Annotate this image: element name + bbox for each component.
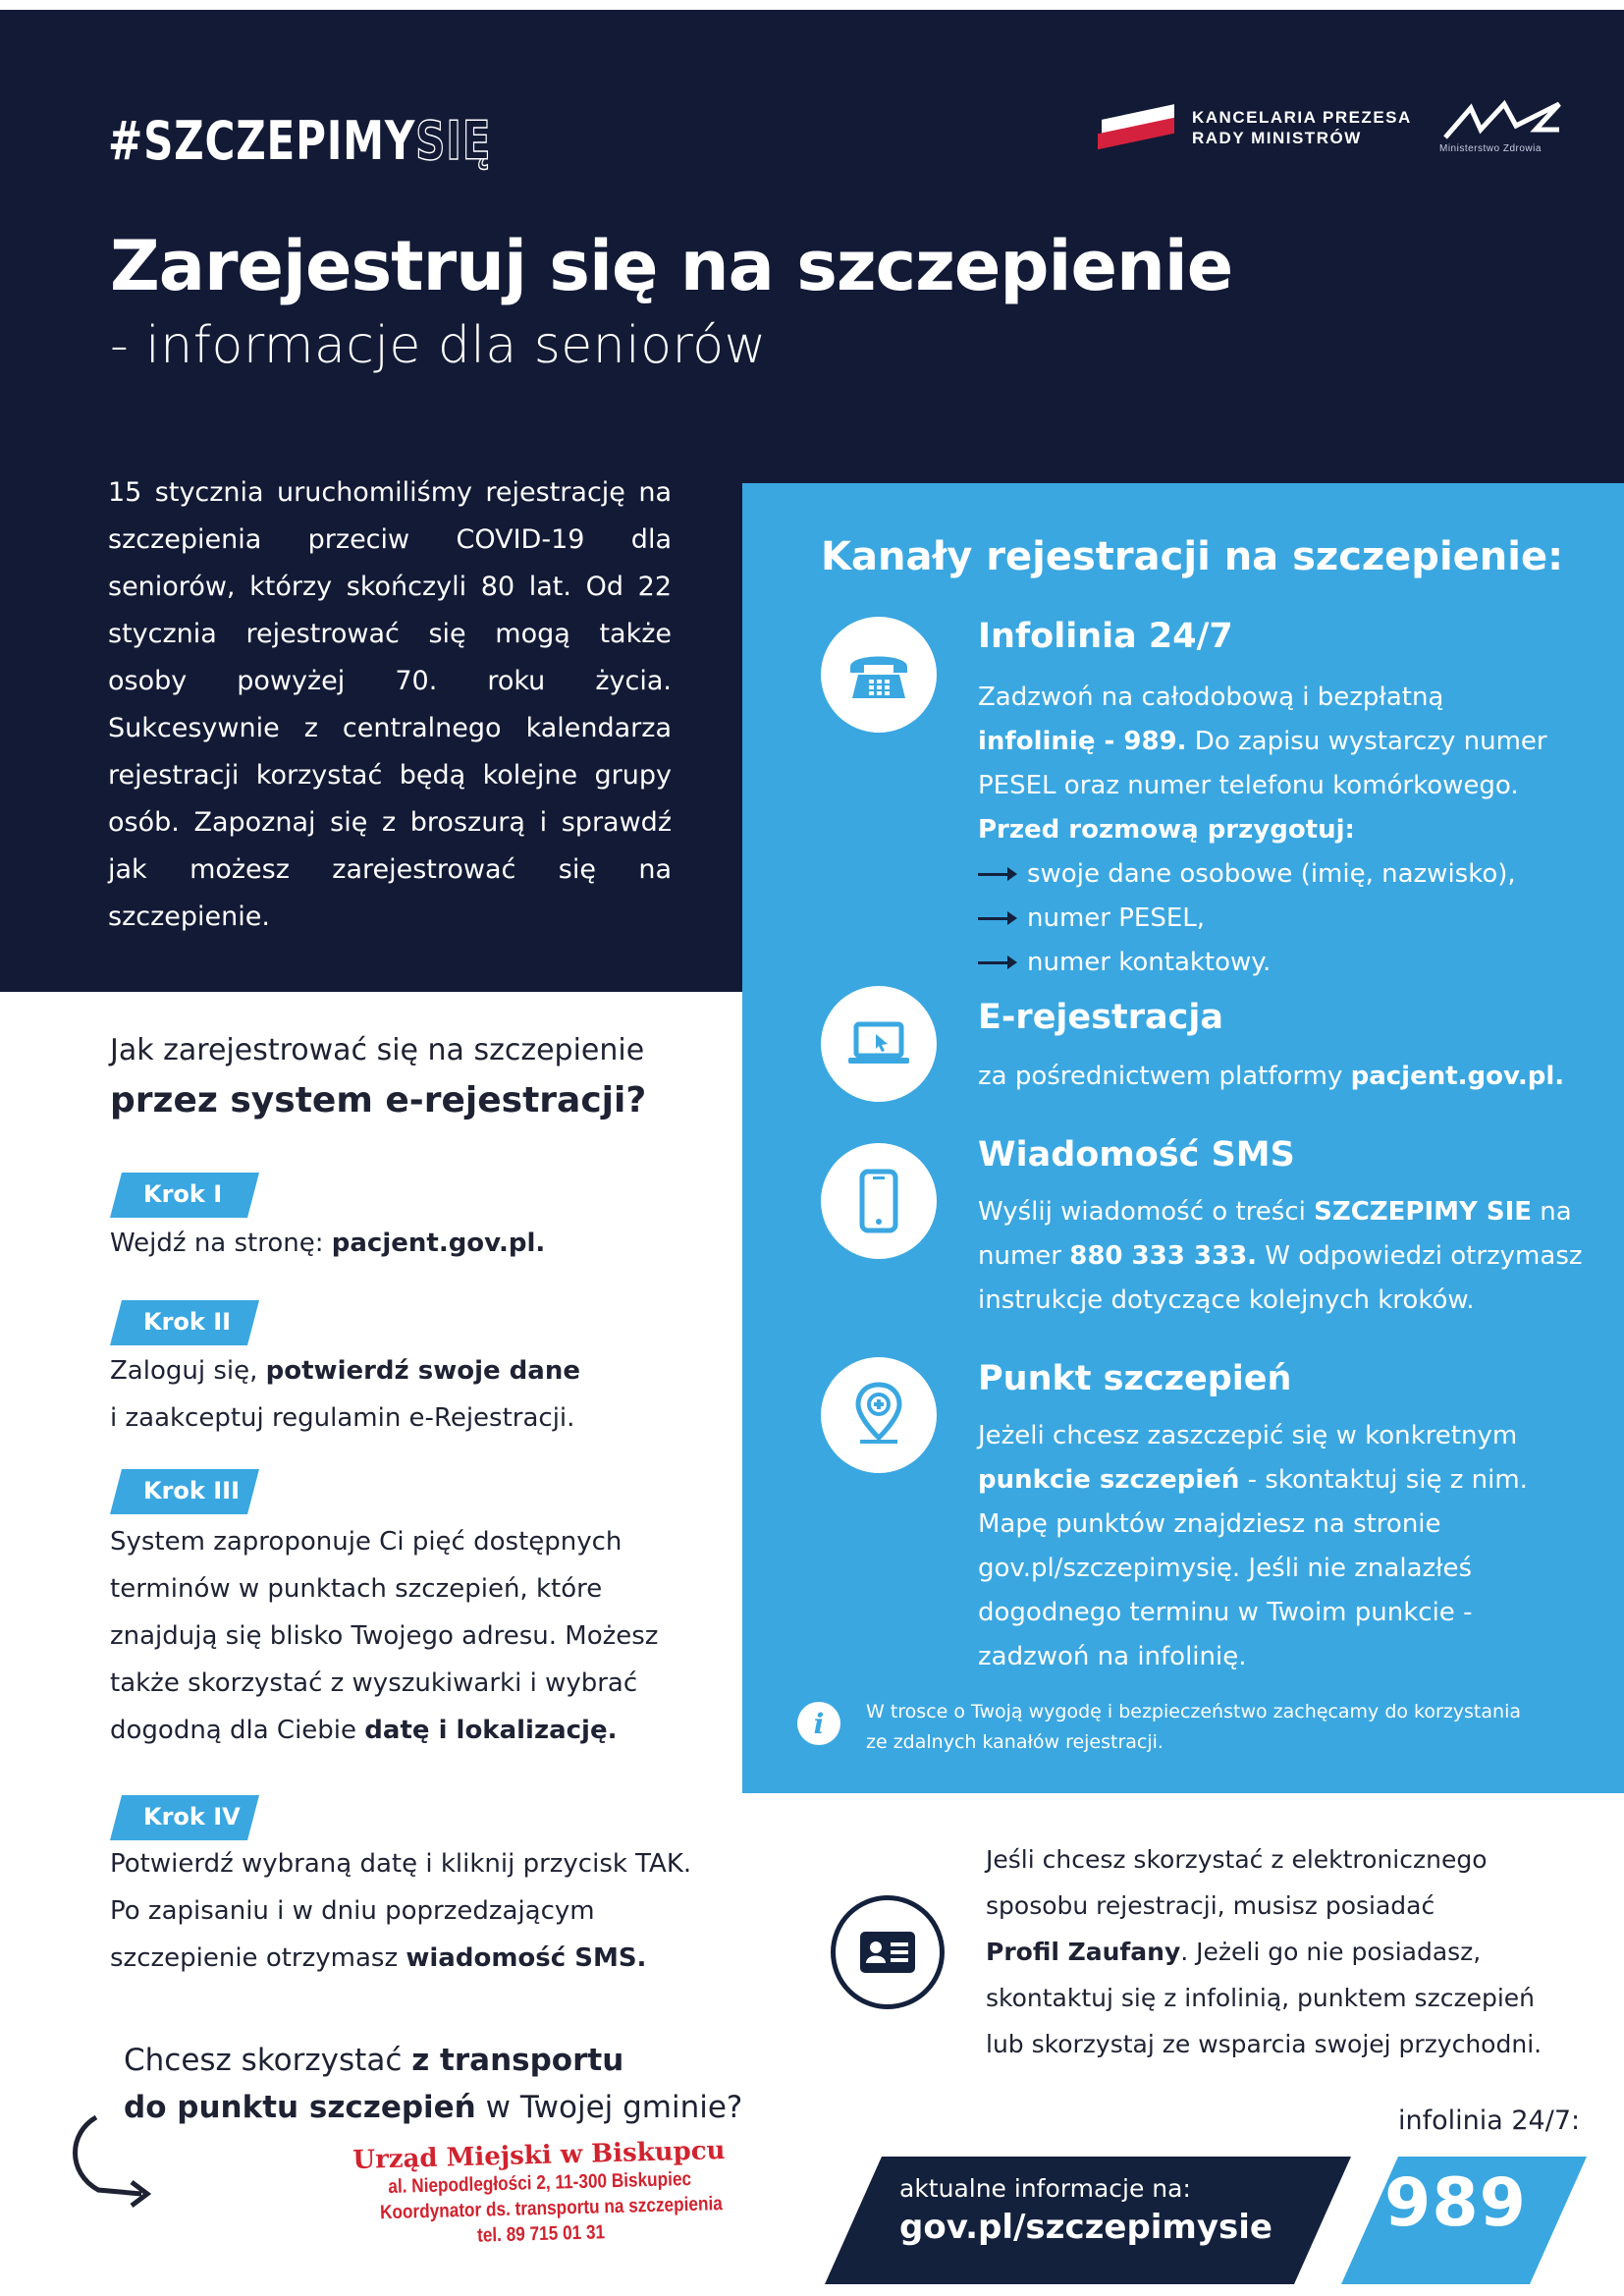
punkt-title: Punkt szczepień <box>978 1359 1292 1398</box>
transport-question: Chcesz skorzystać z transportu do punktu szczepień w Twojej gminie? <box>124 2043 743 2125</box>
remote-channels-note: W trosce o Twoją wygodę i bezpieczeństwo zachęcamy do korzystania ze zdalnych kanałów rejestracji. <box>866 1701 1521 1753</box>
hotline-number: 989 <box>1384 2164 1527 2242</box>
channels-title: Kanały rejestracji na szczepienie: <box>821 534 1564 579</box>
intro-paragraph: 15 stycznia uruchomiliśmy rejestrację na szczepienia przeciw COVID-19 dla seniorów, którzy skończyli 80 lat. Od 22 stycznia rejestrować się mogą także osoby powyżej 70. roku życia. Sukcesywnie z centralnego kalendarza rejestracji korzystać będą kolejne grupy osób. Zapoznaj się z broszurą i sprawdź jak możesz zarejestrować się na szczepienie. <box>108 477 672 932</box>
erejestracja-text: za pośrednictwem platformy pacjent.gov.pl. <box>978 1062 1565 1091</box>
infolinia-title: Infolinia 24/7 <box>978 617 1233 656</box>
smartphone-icon <box>821 1143 937 1259</box>
office-stamp: Urząd Miejski w Biskupcu al. Niepodległości 2, 11-300 Biskupiec Koordynator ds. transportu na szczepienia tel. 89 715 01 31 <box>352 2136 726 2247</box>
arrow-right-icon <box>978 873 1013 876</box>
step-4-text: Potwierdź wybraną datę i kliknij przycisk TAK. Po zapisaniu i w dniu poprzedzającym szczepienie otrzymasz wiadomość SMS. <box>110 1849 692 1973</box>
step-badge-1: Krok I <box>110 1173 259 1218</box>
info-icon: i <box>797 1702 840 1745</box>
list-item: numer PESEL, <box>978 897 1547 941</box>
polish-flag-icon <box>1098 106 1178 149</box>
list-item: swoje dane osobowe (imię, nazwisko), <box>978 852 1547 897</box>
list-item: numer kontaktowy. <box>978 941 1547 985</box>
step-2-text: Zaloguj się, potwierdź swoje dane i zaakceptuj regulamin e-Rejestracji. <box>110 1356 580 1433</box>
step-badge-2: Krok II <box>110 1300 259 1345</box>
laptop-icon <box>821 986 937 1102</box>
arrow-right-icon <box>978 961 1013 964</box>
info-url-link[interactable]: gov.pl/szczepimysie <box>899 2208 1272 2247</box>
page-subtitle: - informacje dla seniorów <box>110 316 767 375</box>
infolinia-label: infolinia 24/7: <box>1398 2105 1581 2136</box>
punkt-text: Jeżeli chcesz zaszczepić się w konkretnym punkcie szczepień - skontaktuj się z nim. Mapę punktów znajdziesz na stronie gov.pl/szczepimysię. Jeśli nie znalazłeś dogodnego terminu w Twoim punkcie - zadzwoń na infolinię. <box>978 1421 1528 1671</box>
location-pin-icon <box>821 1357 937 1473</box>
step-1-text: Wejdź na stronę: pacjent.gov.pl. <box>110 1229 546 1258</box>
page-title: Zarejestruj się na szczepienie <box>110 226 1233 306</box>
how-title: przez system e-rejestracji? <box>110 1080 647 1121</box>
sms-text: Wyślij wiadomość o treści SZCZEPIMY SIE na numer 880 333 333. W odpowiedzi otrzymasz instrukcje dotyczące kolejnych kroków. <box>978 1197 1583 1315</box>
profil-zaufany-text: Jeśli chcesz skorzystać z elektronicznego sposobu rejestracji, musisz posiadać Profil Zaufany. Jeżeli go nie posiadasz, skontaktuj się z infolinią, punktem szczepień lub skorzystaj ze wsparcia swojej przychodni. <box>986 1845 1543 2058</box>
erejestracja-title: E-rejestracja <box>978 998 1223 1037</box>
mz-caption: Ministerstwo Zdrowia <box>1439 143 1542 154</box>
kprm-line1: KANCELARIA PREZESA <box>1192 108 1412 127</box>
hashtag-logo: #SZCZEPIMYSIĘ <box>108 110 492 172</box>
infolinia-text: Zadzwoń na całodobową i bezpłatną infolinię - 989. Do zapisu wystarczy numer PESEL oraz numer telefonu komórkowego. Przed rozmową przygotuj: swoje dane osobowe (imię, nazwisko), numer PESEL, numer kontaktowy. <box>978 676 1547 985</box>
phone-icon <box>821 617 937 733</box>
step-3-text: System zaproponuje Ci pięć dostępnych terminów w punktach szczepień, które znajdują się blisko Twojego adresu. Możesz także skorzystać z wyszukiwarki i wybrać dogodną dla Ciebie datę i lokalizację. <box>110 1527 659 1745</box>
step-badge-4: Krok IV <box>110 1795 259 1840</box>
curved-arrow-icon <box>63 2111 161 2210</box>
sms-title: Wiadomość SMS <box>978 1135 1295 1175</box>
step-badge-3: Krok III <box>110 1469 259 1514</box>
info-label: aktualne informacje na: <box>899 2174 1191 2203</box>
kprm-line2: RADY MINISTRÓW <box>1192 129 1362 147</box>
arrow-right-icon <box>978 917 1013 920</box>
id-card-icon <box>831 1895 945 2009</box>
how-intro: Jak zarejestrować się na szczepienie <box>110 1033 645 1067</box>
kprm-logo <box>1098 106 1412 149</box>
